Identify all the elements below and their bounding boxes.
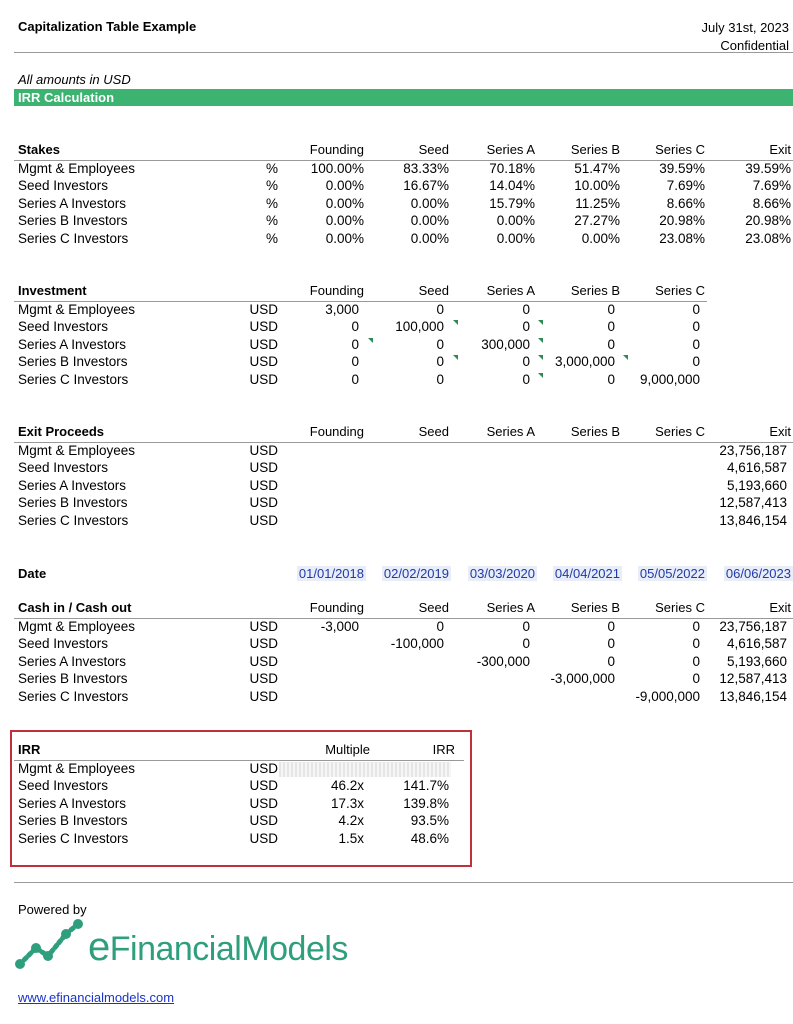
cell: 0: [692, 319, 700, 335]
cell: 0.00%: [325, 195, 364, 211]
cell: 0.00%: [325, 178, 364, 194]
col-header: Series B: [570, 600, 620, 615]
table-row: [0, 372, 793, 390]
cell: 13,846,154: [719, 512, 787, 528]
investment-header: [14, 283, 707, 302]
cell: 0: [607, 336, 615, 352]
investment-title: Investment: [18, 283, 87, 298]
row-unit: USD: [249, 336, 278, 352]
cash-title: Cash in / Cash out: [18, 600, 132, 615]
cell: 0: [522, 636, 530, 652]
row-unit: USD: [249, 477, 278, 493]
cell: 0: [522, 371, 530, 387]
header-divider: [14, 52, 793, 53]
input-marker: [538, 373, 543, 378]
row-unit: USD: [249, 319, 278, 335]
cell: 0: [607, 618, 615, 634]
cell: 7.69%: [666, 178, 705, 194]
table-row: [0, 354, 793, 372]
input-marker: [538, 320, 543, 325]
col-header: Founding: [309, 283, 364, 298]
input-marker: [538, 338, 543, 343]
row-unit: USD: [249, 688, 278, 704]
row-unit: USD: [249, 354, 278, 370]
row-label: Mgmt & Employees: [18, 760, 136, 776]
row-label: Mgmt & Employees: [18, 618, 136, 634]
cell: 5,193,660: [726, 477, 787, 493]
col-header: IRR: [432, 742, 455, 757]
row-unit: USD: [249, 830, 278, 846]
col-header: Multiple: [325, 742, 370, 757]
header-date: July 31st, 2023: [701, 20, 789, 35]
cell: 0: [436, 618, 444, 634]
table-row: [0, 513, 793, 531]
cell: 0: [692, 653, 700, 669]
input-marker: [453, 355, 458, 360]
col-header: Series A: [486, 600, 535, 615]
row-unit: USD: [249, 636, 278, 652]
cell: 5,193,660: [726, 653, 787, 669]
section-banner: IRR Calculation: [14, 89, 793, 106]
cell: 16.67%: [403, 178, 449, 194]
table-row: [0, 689, 793, 707]
col-header: Seed: [418, 283, 449, 298]
col-header: Exit: [769, 600, 791, 615]
cell: 0: [607, 319, 615, 335]
col-header: Series C: [655, 142, 705, 157]
cell: 17.3x: [330, 795, 364, 811]
table-row: [0, 495, 793, 513]
currency-note: All amounts in USD: [18, 72, 131, 87]
table-row: [0, 319, 793, 337]
cell: 0: [692, 301, 700, 317]
table-row: [0, 813, 460, 831]
efm-website-link[interactable]: www.efinancialmodels.com: [18, 990, 175, 1005]
exit-proceeds-title: Exit Proceeds: [18, 424, 104, 439]
row-unit: %: [265, 230, 278, 246]
row-unit: USD: [249, 512, 278, 528]
col-header: Series B: [570, 424, 620, 439]
cash-header: [14, 600, 793, 619]
efm-logo-mark-icon: [14, 918, 86, 972]
cell: 0.00%: [410, 230, 449, 246]
cell: 10.00%: [574, 178, 620, 194]
cell: 46.2x: [330, 778, 364, 794]
row-label: Series B Investors: [18, 495, 128, 511]
row-label: Series A Investors: [18, 195, 127, 211]
cell: 300,000: [481, 336, 530, 352]
row-unit: USD: [249, 778, 278, 794]
col-header: Founding: [309, 600, 364, 615]
cell: -3,000: [320, 618, 359, 634]
row-label: Series B Investors: [18, 354, 128, 370]
cell: 4.2x: [338, 813, 364, 829]
cell: 23.08%: [659, 230, 705, 246]
row-label: Series A Investors: [18, 336, 127, 352]
cell: 100,000: [395, 319, 444, 335]
cell: 39.59%: [659, 160, 705, 176]
row-unit: %: [265, 195, 278, 211]
cell: 0: [351, 371, 359, 387]
powered-by-label: Powered by: [18, 902, 87, 917]
cell: 0: [351, 336, 359, 352]
cell: 0.00%: [581, 230, 620, 246]
cell: 0: [607, 653, 615, 669]
date-cell[interactable]: 01/01/2018: [298, 566, 364, 581]
table-row: [0, 761, 460, 779]
table-row: [0, 231, 793, 249]
row-label: Series A Investors: [18, 653, 127, 669]
row-unit: %: [265, 160, 278, 176]
row-label: Series A Investors: [18, 477, 127, 493]
col-header: Founding: [309, 142, 364, 157]
input-marker: [453, 320, 458, 325]
table-row: [0, 654, 793, 672]
cell: 8.66%: [666, 195, 705, 211]
header-status: Confidential: [720, 38, 789, 53]
col-header: Series A: [486, 283, 535, 298]
cell: 13,846,154: [719, 688, 787, 704]
logo-e: e: [88, 925, 110, 969]
cell: 0: [692, 354, 700, 370]
row-unit: USD: [249, 442, 278, 458]
cell: 14.04%: [489, 178, 535, 194]
cell: 4,616,587: [726, 460, 787, 476]
cell: -3,000,000: [550, 671, 615, 687]
row-unit: USD: [249, 495, 278, 511]
date-title: Date: [18, 566, 47, 581]
cell: 0: [522, 301, 530, 317]
table-row: [0, 619, 793, 637]
cell: 0.00%: [410, 195, 449, 211]
cell: 12,587,413: [719, 671, 787, 687]
cell: 0: [522, 319, 530, 335]
row-label: Seed Investors: [18, 636, 109, 652]
cell: 0.00%: [410, 213, 449, 229]
table-row: [0, 796, 460, 814]
exit-proceeds-table: [0, 424, 793, 531]
date-cell[interactable]: 02/02/2019: [383, 566, 449, 581]
cell: 51.47%: [574, 160, 620, 176]
row-unit: USD: [249, 460, 278, 476]
table-row: [0, 831, 460, 849]
footer-divider: [14, 882, 793, 883]
cell: -300,000: [476, 653, 530, 669]
cell: 0.00%: [496, 213, 535, 229]
irr-header: [14, 742, 464, 761]
row-unit: USD: [249, 301, 278, 317]
col-header: Founding: [309, 424, 364, 439]
row-label: Series C Investors: [18, 371, 129, 387]
irr-table: [0, 742, 460, 849]
col-header: Series C: [655, 283, 705, 298]
input-marker: [538, 355, 543, 360]
row-label: Series B Investors: [18, 213, 128, 229]
cell: 0: [436, 354, 444, 370]
cell: 0: [351, 354, 359, 370]
cell: 23.08%: [745, 230, 791, 246]
table-row: [0, 636, 793, 654]
cell: 3,000: [325, 301, 359, 317]
row-label: Series B Investors: [18, 813, 128, 829]
row-label: Series B Investors: [18, 671, 128, 687]
date-table: [0, 566, 793, 584]
col-header: Series A: [486, 424, 535, 439]
cell: -9,000,000: [635, 688, 700, 704]
col-header: Exit: [769, 424, 791, 439]
row-unit: USD: [249, 618, 278, 634]
row-unit: USD: [249, 653, 278, 669]
col-header: Seed: [418, 600, 449, 615]
cell: 0: [692, 636, 700, 652]
row-label: Series C Investors: [18, 688, 129, 704]
table-row: [0, 460, 793, 478]
cell: 141.7%: [403, 778, 449, 794]
cell: 3,000,000: [554, 354, 615, 370]
table-row: [0, 302, 793, 320]
cell: 0: [436, 336, 444, 352]
cell: 0: [607, 301, 615, 317]
logo-name: FinancialModels: [109, 930, 348, 968]
col-header: Series B: [570, 142, 620, 157]
date-row: [0, 566, 793, 584]
cell: 20.98%: [659, 213, 705, 229]
cell: 48.6%: [410, 830, 449, 846]
row-label: Seed Investors: [18, 778, 109, 794]
exit-proceeds-header: [14, 424, 793, 443]
row-unit: %: [265, 178, 278, 194]
cell: 0.00%: [325, 213, 364, 229]
table-row: [0, 178, 793, 196]
cell: 0: [692, 336, 700, 352]
cell: 0: [436, 301, 444, 317]
table-row: [0, 443, 793, 461]
cell: 27.27%: [574, 213, 620, 229]
stakes-title: Stakes: [18, 142, 60, 157]
col-header: Series A: [486, 142, 535, 157]
cell: 93.5%: [410, 813, 449, 829]
row-unit: USD: [249, 671, 278, 687]
cell: 0: [607, 371, 615, 387]
table-row: [0, 778, 460, 796]
row-label: Series A Investors: [18, 795, 127, 811]
cell: 39.59%: [745, 160, 791, 176]
table-row: [0, 161, 793, 179]
cell: 0: [607, 636, 615, 652]
row-label: Mgmt & Employees: [18, 160, 136, 176]
cell: 0.00%: [496, 230, 535, 246]
cell: 9,000,000: [639, 371, 700, 387]
row-label: Series C Investors: [18, 830, 129, 846]
row-label: Seed Investors: [18, 319, 109, 335]
input-marker: [623, 355, 628, 360]
row-unit: USD: [249, 760, 278, 776]
cell: 139.8%: [403, 795, 449, 811]
cell: 11.25%: [575, 195, 620, 211]
row-label: Seed Investors: [18, 460, 109, 476]
cell: 1.5x: [338, 830, 364, 846]
table-row: [0, 337, 793, 355]
date-cell[interactable]: 05/05/2022: [639, 566, 705, 581]
cell: 70.18%: [489, 160, 535, 176]
table-row: [0, 478, 793, 496]
cash-table: [0, 600, 793, 707]
input-marker: [368, 338, 373, 343]
row-label: Seed Investors: [18, 178, 109, 194]
table-row: [0, 213, 793, 231]
row-label: Mgmt & Employees: [18, 442, 136, 458]
cell: 23,756,187: [719, 618, 787, 634]
cell: 12,587,413: [719, 495, 787, 511]
cell: 0: [522, 618, 530, 634]
row-label: Mgmt & Employees: [18, 301, 136, 317]
cell: 8.66%: [752, 195, 791, 211]
row-unit: USD: [249, 795, 278, 811]
row-label: Series C Investors: [18, 512, 129, 528]
efm-logo-wordmark: [88, 925, 348, 970]
cell: 0.00%: [325, 230, 364, 246]
row-label: Series C Investors: [18, 230, 129, 246]
col-header: Seed: [418, 424, 449, 439]
cell: 100.00%: [310, 160, 364, 176]
cell: 0: [692, 671, 700, 687]
cell: 0: [351, 319, 359, 335]
row-unit: USD: [249, 371, 278, 387]
col-header: Exit: [769, 142, 791, 157]
table-row: [0, 671, 793, 689]
col-header: Seed: [418, 142, 449, 157]
cell: -100,000: [390, 636, 444, 652]
stakes-header: [14, 142, 793, 161]
col-header: Series C: [655, 424, 705, 439]
table-row: [0, 196, 793, 214]
cell: 4,616,587: [726, 636, 787, 652]
cell: 20.98%: [745, 213, 791, 229]
row-unit: USD: [249, 813, 278, 829]
cell: 0: [436, 371, 444, 387]
col-header: Series B: [570, 283, 620, 298]
row-unit: %: [265, 213, 278, 229]
cell: 23,756,187: [719, 442, 787, 458]
stakes-table: [0, 142, 793, 249]
date-cell[interactable]: 04/04/2021: [554, 566, 620, 581]
date-cell[interactable]: 06/06/2023: [725, 566, 791, 581]
cell: 83.33%: [403, 160, 449, 176]
cell: 7.69%: [752, 178, 791, 194]
cell: 0: [692, 618, 700, 634]
cell: 15.79%: [489, 195, 535, 211]
irr-title: IRR: [18, 742, 41, 757]
investment-table: [0, 283, 793, 390]
date-cell[interactable]: 03/03/2020: [469, 566, 535, 581]
header-meta: [702, 19, 789, 55]
col-header: Series C: [655, 600, 705, 615]
cell: 0: [522, 354, 530, 370]
document-title: Capitalization Table Example: [18, 19, 197, 34]
